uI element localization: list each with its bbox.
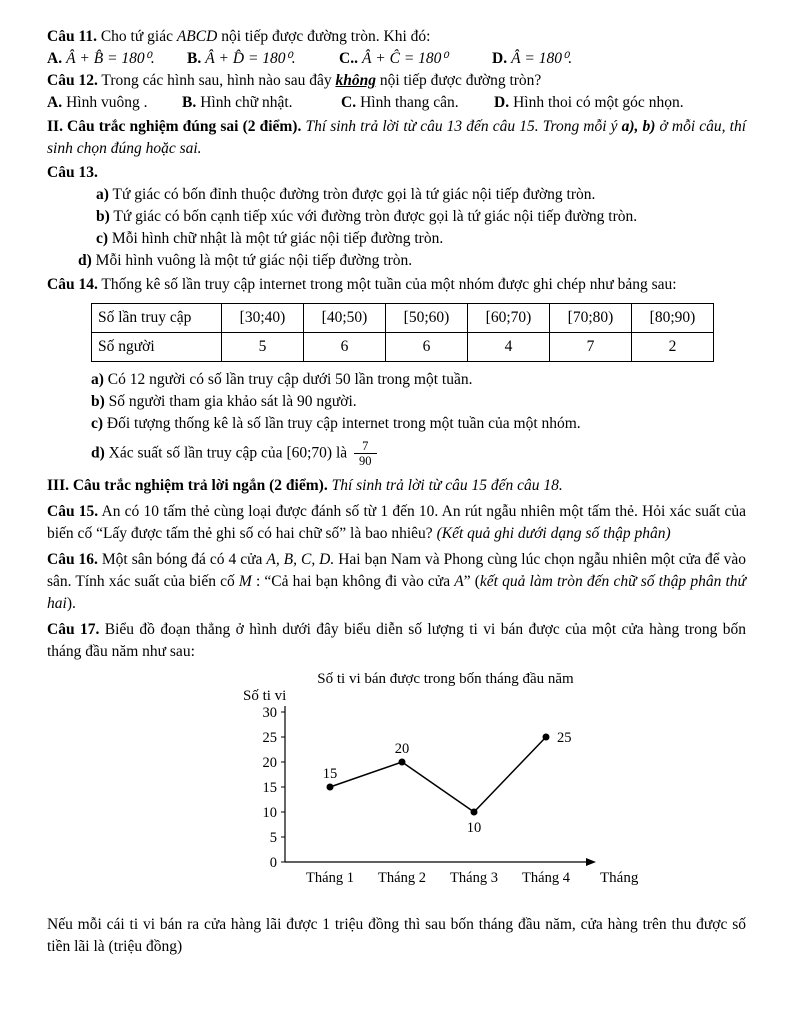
table-cell: 7 — [550, 333, 632, 362]
table-cell: Số lần truy cập — [92, 304, 222, 333]
svg-text:15: 15 — [322, 765, 338, 782]
table-cell: 4 — [468, 333, 550, 362]
q11-text-post: nội tiếp được đường tròn. Khi đó: — [217, 28, 431, 45]
option-label: A. — [47, 50, 63, 67]
q12-option-b — [182, 92, 341, 114]
svg-text:Tháng 4: Tháng 4 — [522, 869, 570, 886]
q11-var: ABCD — [176, 28, 218, 45]
q12-option-c — [341, 92, 494, 114]
q12-label: Câu 12. — [47, 72, 98, 89]
item-label: c) — [96, 230, 109, 247]
item-label: c) — [91, 415, 104, 432]
option-text: Â + B̂ = 180⁰. — [66, 50, 155, 67]
q16-note: kết quả làm tròn đến chữ số thập phân thứ hai — [47, 572, 746, 612]
q12-options — [47, 92, 746, 114]
svg-text:Tháng: Tháng — [600, 869, 639, 886]
q16-gates: A, B, C, D. — [266, 550, 335, 568]
table-cell: [60;70) — [468, 304, 550, 333]
option-label: D. — [494, 94, 510, 111]
q14-stem — [47, 274, 746, 296]
q14-text: Thống kê số lần truy cập internet trong một tuần của một nhóm được ghi chép như bảng sau: — [97, 276, 677, 293]
q12-text-post: nội tiếp được đường tròn? — [375, 72, 542, 89]
q12-stem — [47, 70, 746, 92]
svg-text:30: 30 — [262, 704, 277, 721]
section2-note: Thí sinh trả lời từ câu 13 đến câu 15. Trong mỗi ý — [301, 118, 622, 135]
q16-text-2: Hai bạn Nam và Phong cùng lúc chọn ngẫu nhiên một cửa để vào sân. Tính xác suất của biến cố — [47, 550, 747, 590]
footer-text: Nếu mỗi cái ti vi bán ra cửa hàng lãi được 1 triệu đồng thì sau bốn tháng đầu năm, cửa hàng trên thu được số tiền lãi là (triệu đồng) — [47, 915, 746, 955]
q15-text: An có 10 tấm thẻ cùng loại được đánh số từ 1 đến 10. An rút ngẫu nhiên một tấm thẻ. Hỏi xác suất của biến cố “Lấy được tấm thẻ ghi số có hai chữ số” là bao nhiêu? — [47, 502, 746, 542]
svg-text:Số ti vi bán được trong bốn th: Số ti vi bán được trong bốn tháng đầu năm — [317, 670, 574, 687]
q11-option-c — [339, 48, 492, 70]
q11-option-d — [492, 48, 572, 70]
item-text: Có 12 người có số lần truy cập dưới 50 lần trong một tuần. — [103, 371, 473, 388]
q14-item-c — [47, 413, 746, 435]
q11-option-a — [47, 48, 187, 70]
item-text: Mỗi hình vuông là một tứ giác nội tiếp đường tròn. — [91, 252, 413, 269]
section3-title: III. Câu trắc nghiệm trả lời ngắn (2 điểm). — [47, 476, 328, 494]
q12-text-pre: Trong các hình sau, hình nào sau đây — [97, 72, 336, 89]
item-text: Tứ giác có bốn cạnh tiếp xúc với đường tròn được gọi là tứ giác nội tiếp đường tròn. — [109, 208, 638, 225]
q16-text-5: ). — [66, 594, 76, 612]
q14-item-a — [47, 369, 746, 391]
table-cell: 5 — [222, 333, 304, 362]
q16-gate-a: A — [454, 572, 464, 590]
item-text: Mỗi hình chữ nhật là một tứ giác nội tiếp đường tròn. — [108, 230, 444, 247]
table-cell: 6 — [386, 333, 468, 362]
option-label: B. — [187, 50, 202, 67]
item-text: Tứ giác có bốn đỉnh thuộc đường tròn được gọi là tứ giác nội tiếp đường tròn. — [108, 186, 596, 203]
option-label: C. — [341, 94, 357, 111]
q16-text-1: Một sân bóng đá có 4 cửa — [97, 550, 267, 568]
fraction-denominator: 90 — [354, 453, 377, 468]
svg-text:Tháng 2: Tháng 2 — [378, 869, 426, 886]
svg-text:5: 5 — [269, 829, 277, 846]
q17-footer — [47, 914, 746, 958]
svg-text:Số ti vi: Số ti vi — [243, 687, 287, 704]
q13-item-d — [47, 250, 746, 272]
option-label: A. — [47, 94, 63, 111]
table-cell: [70;80) — [550, 304, 632, 333]
table-cell: [40;50) — [304, 304, 386, 333]
q13-item-a — [47, 184, 746, 206]
table-cell: 2 — [632, 333, 714, 362]
table-cell: [80;90) — [632, 304, 714, 333]
q17-chart — [217, 667, 746, 912]
item-label: b) — [91, 393, 105, 410]
q14-label: Câu 14. — [47, 276, 98, 293]
item-label: b) — [96, 208, 110, 225]
q14-item-d — [47, 439, 746, 469]
item-text: Xác suất số lần truy cập của — [104, 444, 287, 462]
q12-option-a — [47, 92, 182, 114]
q11-options — [47, 48, 746, 70]
q16-text-3: : “Cả hai bạn không đi vào cửa — [251, 572, 455, 590]
item-label: a) — [96, 186, 109, 203]
item-label: d) — [91, 444, 105, 462]
q11-stem — [47, 26, 746, 48]
section3-note: Thí sinh trả lời từ câu 15 đến câu 18. — [327, 476, 563, 494]
q14-table — [91, 303, 714, 362]
q13-item-c — [47, 228, 746, 250]
item-text: Đối tượng thống kê là số lần truy cập internet trong một tuần của một nhóm. — [103, 415, 581, 432]
option-text: Hình vuông . — [66, 94, 148, 111]
item-label: a) — [91, 371, 104, 388]
q12-emphasis: không — [335, 72, 376, 89]
fraction — [354, 439, 377, 469]
svg-text:10: 10 — [466, 819, 482, 836]
q13-label: Câu 13. — [47, 164, 98, 181]
option-text: Hình thang cân. — [360, 94, 459, 111]
q16-label: Câu 16. — [47, 550, 98, 568]
table-row — [92, 333, 714, 362]
option-text: Hình thoi có một góc nhọn. — [513, 94, 684, 111]
q11-label: Câu 11. — [47, 28, 97, 45]
svg-text:Tháng 3: Tháng 3 — [450, 869, 498, 886]
fraction-numerator: 7 — [362, 439, 369, 453]
section3-header — [47, 475, 746, 497]
q16-event-m: M — [238, 572, 252, 590]
svg-text:15: 15 — [262, 779, 277, 796]
option-label: C.. — [339, 50, 358, 67]
section2-note-bold: a), b) — [621, 118, 656, 135]
svg-text:Tháng 1: Tháng 1 — [306, 869, 354, 886]
item-text: Số người tham gia khảo sát là 90 người. — [104, 393, 357, 410]
item-label: d) — [78, 252, 92, 269]
section2-title: II. Câu trắc nghiệm đúng sai (2 điểm). — [47, 118, 302, 135]
item-text-mid: là — [332, 444, 352, 462]
table-cell: 6 — [304, 333, 386, 362]
svg-text:10: 10 — [262, 804, 277, 821]
q15-label: Câu 15. — [47, 502, 99, 520]
table-cell: [50;60) — [386, 304, 468, 333]
svg-text:0: 0 — [269, 854, 277, 871]
svg-text:20: 20 — [394, 740, 410, 757]
interval-notation: [60;70) — [286, 444, 333, 462]
section2-note-cont: ở mỗi câu, thí sinh chọn đúng hoặc sai. — [47, 118, 746, 157]
svg-text:20: 20 — [262, 754, 277, 771]
q15-stem — [47, 501, 746, 545]
q11-text-pre: Cho tứ giác — [96, 28, 177, 45]
q15-note: (Kết quả ghi dưới dạng số thập phân) — [436, 524, 671, 542]
option-text: Hình chữ nhật. — [200, 94, 293, 111]
q12-option-d — [494, 92, 684, 114]
q17-text: Biểu đồ đoạn thẳng ở hình dưới đây biểu diễn số lượng ti vi bán được của một cửa hàng trong bốn tháng đầu năm như sau: — [47, 620, 746, 660]
option-text: Â + D̂ = 180⁰. — [205, 50, 296, 67]
svg-text:25: 25 — [262, 729, 277, 746]
option-text: Â = 180⁰. — [511, 50, 573, 67]
line-chart — [217, 667, 677, 905]
section2-header — [47, 116, 746, 160]
q16-text-4: ” ( — [463, 572, 480, 590]
q13-item-b — [47, 206, 746, 228]
option-label: D. — [492, 50, 508, 67]
q11-option-b — [187, 48, 339, 70]
q14-item-b — [47, 391, 746, 413]
svg-text:25: 25 — [557, 729, 572, 746]
q17-label: Câu 17. — [47, 620, 100, 638]
q17-stem — [47, 619, 746, 663]
q16-stem — [47, 549, 746, 615]
option-label: B. — [182, 94, 197, 111]
table-row — [92, 304, 714, 333]
table-cell: Số người — [92, 333, 222, 362]
q13-header — [47, 162, 746, 184]
table-cell: [30;40) — [222, 304, 304, 333]
option-text: Â + Ĉ = 180⁰ — [361, 50, 448, 67]
